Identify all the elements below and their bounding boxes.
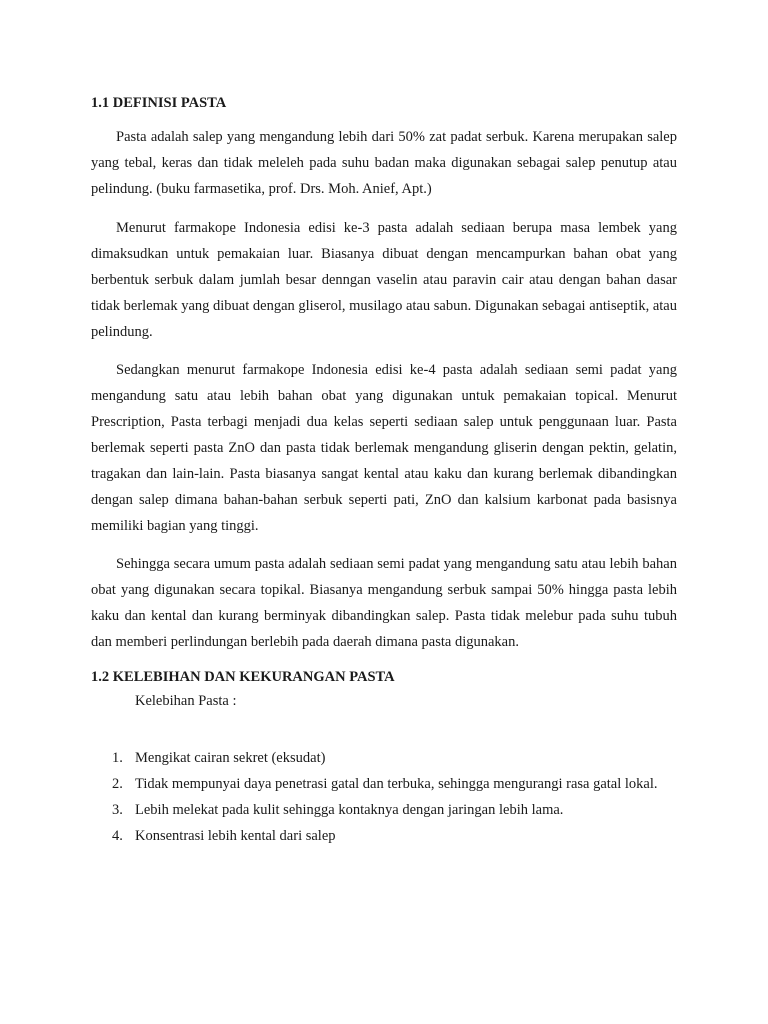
- list-item-number: 4.: [112, 828, 123, 844]
- list-item-number: 3.: [112, 802, 123, 818]
- advantages-list: [91, 745, 677, 849]
- paragraph-definition: Pasta adalah salep yang mengandung lebih dari 50% zat padat serbuk. Karena merupakan salep yang tebal, keras dan tidak meleleh pada suhu badan maka digunakan sebagai salep penutup atau pelindung. (buku farmasetika, prof. Drs. Moh. Anief, Apt.): [91, 129, 677, 197]
- list-item-text: Konsentrasi lebih kental dari salep: [135, 828, 336, 844]
- paragraph-farmakope-edisi-4: Sedangkan menurut farmakope Indonesia edisi ke-4 pasta adalah sediaan semi padat yang mengandung satu atau lebih bahan obat yang digunakan untuk pemakaian topical. Menurut Prescription, Pasta terbagi menjadi dua kelas seperti sediaan salep untuk penggunaan luar. Pasta berlemak seperti pasta ZnO dan pasta tidak berlemak mengandung gliserin dengan pektin, gelatin, tragakan dan lain-lain. Pasta biasanya sangat kental atau kaku dan kurang berlemak dibandingkan dengan salep dimana bahan-bahan serbuk seperti pati, ZnO dan kalsium karbonat pada basisnya memiliki bagian yang tinggi.: [91, 362, 677, 534]
- list-item-number: 2.: [112, 776, 123, 792]
- section-heading-definisi-pasta: 1.1 DEFINISI PASTA: [91, 95, 227, 111]
- list-item-number: 1.: [112, 750, 123, 766]
- document-page: [91, 93, 677, 849]
- list-item-text: Tidak mempunyai daya penetrasi gatal dan terbuka, sehingga mengurangi rasa gatal lokal.: [135, 776, 658, 792]
- paragraph-farmakope-edisi-3: Menurut farmakope Indonesia edisi ke-3 pasta adalah sediaan berupa masa lembek yang dimaksudkan untuk pemakaian luar. Biasanya dibuat dengan mencampurkan bahan obat yang berbentuk serbuk dalam jumlah besar denngan vaselin atau paravin cair atau dengan bahan dasar tidak berlemak yang dibuat dengan gliserol, musilago atau sabun. Digunakan sebagai antiseptik, atau pelindung.: [91, 220, 677, 340]
- list-item: [91, 823, 677, 849]
- list-item-text: Lebih melekat pada kulit sehingga kontaknya dengan jaringan lebih lama.: [135, 802, 564, 818]
- list-item: [91, 771, 677, 797]
- paragraph-summary: Sehingga secara umum pasta adalah sediaan semi padat yang mengandung satu atau lebih bahan obat yang digunakan secara topikal. Biasanya mengandung serbuk sampai 50% hingga pasta lebih kaku dan kental dan kurang berminyak dibandingkan salep. Pasta tidak melebur pada suhu tubuh dan memberi perlindungan berlebih pada daerah dimana pasta digunakan.: [91, 556, 677, 650]
- subheading-kelebihan-pasta: Kelebihan Pasta :: [135, 693, 237, 709]
- list-item-text: Mengikat cairan sekret (eksudat): [135, 750, 326, 766]
- list-item: [91, 797, 677, 823]
- list-item: [91, 745, 677, 771]
- section-heading-kelebihan-kekurangan: 1.2 KELEBIHAN DAN KEKURANGAN PASTA: [91, 669, 395, 685]
